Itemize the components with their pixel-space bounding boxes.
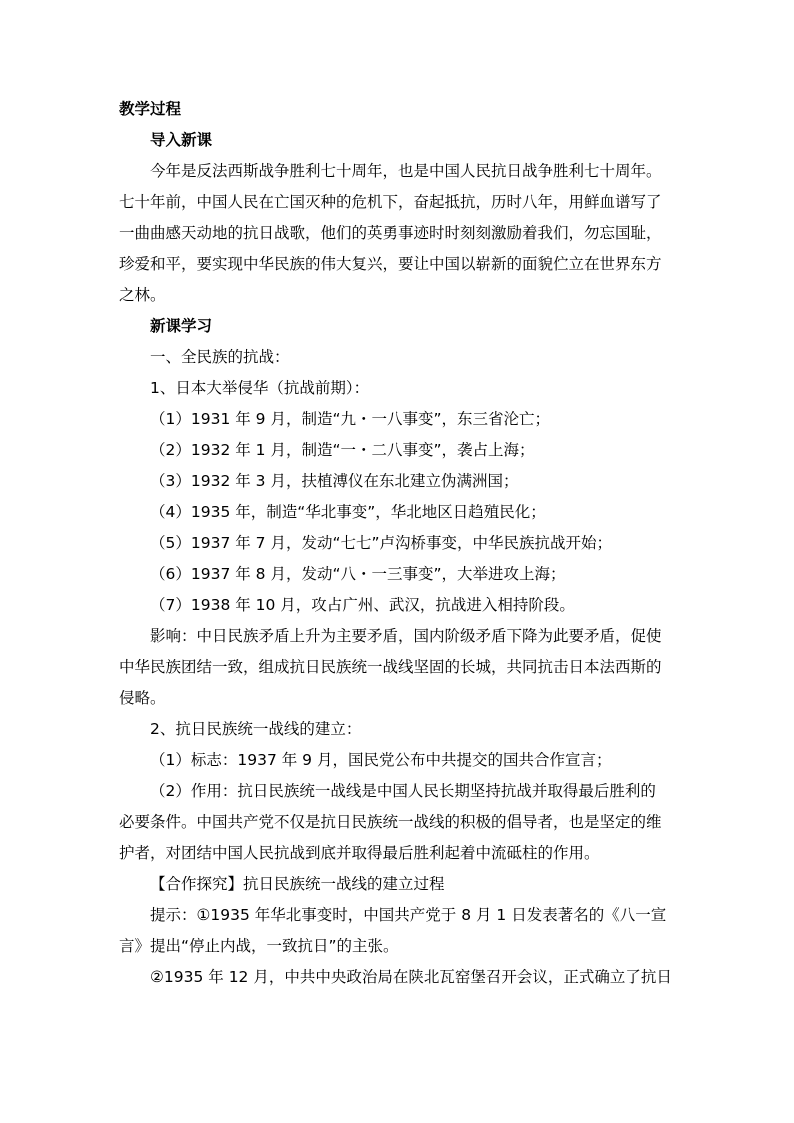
- paragraph-line: 【合作探究】抗日民族统一战线的建立过程: [150, 875, 445, 893]
- paragraph-line: 2、抗日民族统一战线的建立：: [150, 720, 362, 738]
- paragraph-line: 护者，对团结中国人民抗战到底并取得最后胜利起着中流砥柱的作用。: [119, 844, 600, 862]
- paragraph-line: 言》提出“停止内战，一致抗日”的主张。: [119, 937, 399, 955]
- paragraph-line: 之林。: [119, 286, 166, 304]
- document-body: [119, 94, 675, 993]
- paragraph-line: （1）1931 年 9 月，制造“九・一八事变”，东三省沦亡；: [150, 410, 551, 428]
- paragraph-line: （4）1935 年，制造“华北事变”，华北地区日趋殖民化；: [150, 503, 546, 521]
- paragraph-line: 珍爱和平，要实现中华民族的伟大复兴，要让中国以崭新的面貌伫立在世界东方: [119, 255, 662, 273]
- paragraph-line: 影响：中日民族矛盾上升为主要矛盾，国内阶级矛盾下降为此要矛盾，促使: [150, 627, 662, 645]
- paragraph-line: 七十年前，中国人民在亡国灭种的危机下，奋起抵抗，历时八年，用鲜血谱写了: [119, 193, 662, 211]
- paragraph-line: （6）1937 年 8 月，发动“八・一三事变”，大举进攻上海；: [150, 565, 566, 583]
- paragraph-line: （5）1937 年 7 月，发动“七七”卢沟桥事变，中华民族抗战开始；: [150, 534, 613, 552]
- paragraph-line: ②1935 年 12 月，中共中央政治局在陕北瓦窑堡召开会议，正式确立了抗日: [150, 968, 672, 986]
- section-heading: 导入新课: [150, 131, 213, 149]
- paragraph-line: 1、日本大举侵华（抗战前期）：: [150, 379, 370, 397]
- paragraph-line: （2）1932 年 1 月，制造“一・二八事变”，袭占上海；: [150, 441, 535, 459]
- paragraph-line: 一曲曲感天动地的抗日战歌，他们的英勇事迹时时刻刻激励着我们，勿忘国耻，: [119, 224, 662, 242]
- paragraph-line: （1）标志：1937 年 9 月，国民党公布中共提交的国共合作宣言；: [150, 751, 612, 769]
- paragraph-line: 中华民族团结一致，组成抗日民族统一战线坚固的长城，共同抗击日本法西斯的: [119, 658, 662, 676]
- paragraph-line: 侵略。: [119, 689, 166, 707]
- paragraph-line: （7）1938 年 10 月，攻占广州、武汉，抗战进入相持阶段。: [150, 596, 575, 614]
- section-heading: 新课学习: [150, 317, 213, 335]
- paragraph-line: 必要条件。中国共产党不仅是抗日民族统一战线的积极的倡导者，也是坚定的维: [119, 813, 662, 831]
- paragraph-line: 今年是反法西斯战争胜利七十周年，也是中国人民抗日战争胜利七十周年。: [150, 162, 662, 180]
- paragraph-line: （3）1932 年 3 月，扶植溥仪在东北建立伪满洲国；: [150, 472, 519, 490]
- paragraph-line: 提示：①1935 年华北事变时，中国共产党于 8 月 1 日发表著名的《八一宣: [150, 906, 667, 924]
- paragraph-line: 一、全民族的抗战：: [150, 348, 290, 366]
- paragraph-line: （2）作用：抗日民族统一战线是中国人民长期坚持抗战并取得最后胜利的: [150, 782, 656, 800]
- section-heading: 教学过程: [119, 100, 182, 118]
